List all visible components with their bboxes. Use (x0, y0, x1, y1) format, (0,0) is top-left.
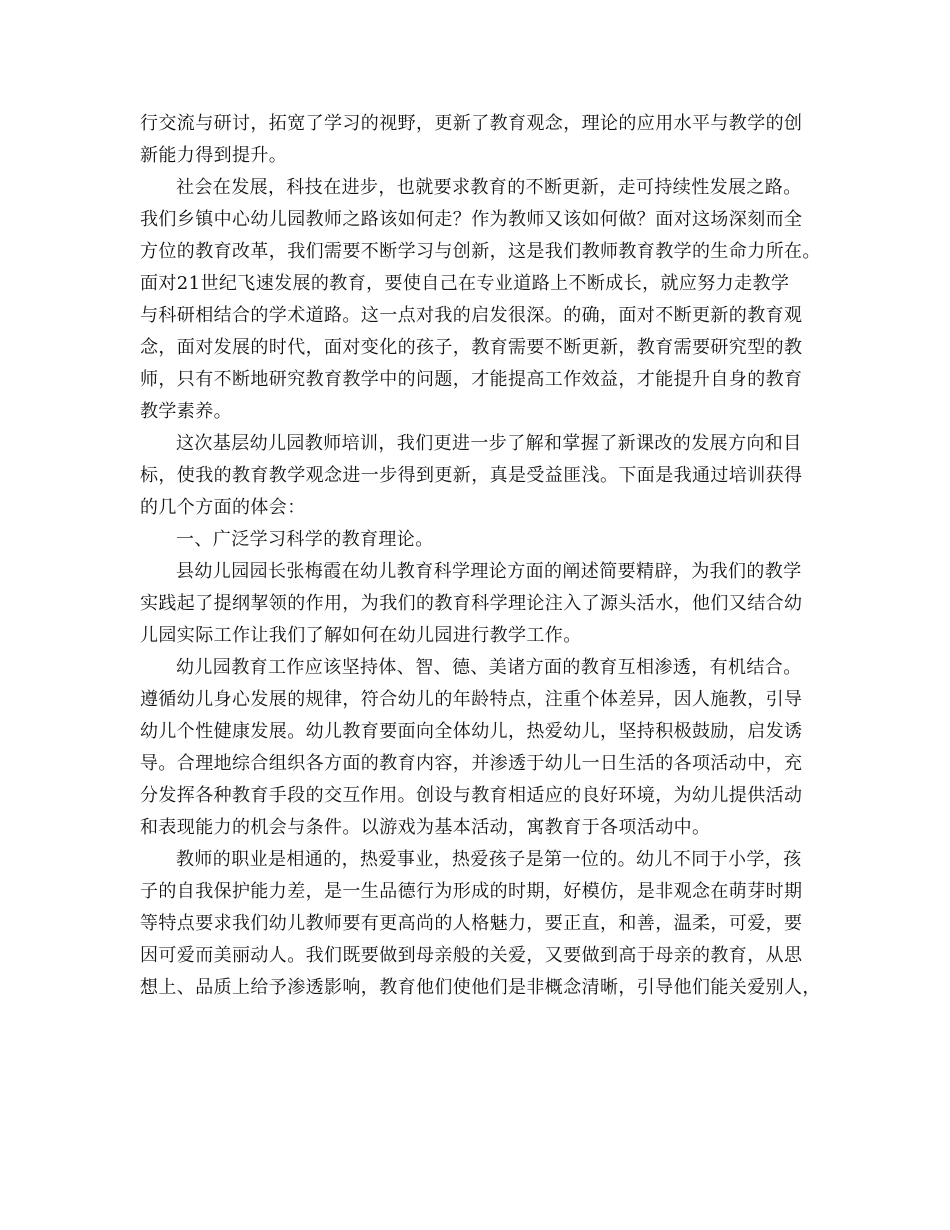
text-line: 实践起了提纲挈领的作用，为我们的教育科学理论注入了源头活水，他们又结合幼 (140, 593, 803, 614)
text-line: 等特点要求我们幼儿教师要有更高尚的人格魅力，要正直，和善，温柔，可爱，要 (140, 913, 803, 934)
text-line: 和表现能力的机会与条件。以游戏为基本活动，寓教育于各项活动中。 (140, 817, 711, 838)
text-line: 念，面对发展的时代，面对变化的孩子，教育需要不断更新，教育需要研究型的教 (140, 337, 803, 358)
text-line: 儿园实际工作让我们了解如何在幼儿园进行教学工作。 (140, 625, 582, 646)
text-line: 社会在发展，科技在进步，也就要求教育的不断更新，走可持续性发展之路。 (176, 177, 802, 198)
text-line: 师，只有不断地研究教育教学中的问题，才能提高工作效益，才能提升自身的教育 (140, 369, 803, 390)
text-line: 行交流与研讨，拓宽了学习的视野，更新了教育观念，理论的应用水平与教学的创 (140, 113, 803, 134)
text-line: 导。合理地综合组织各方面的教育内容，并渗透于幼儿一日生活的各项活动中，充 (140, 753, 803, 774)
text-line: 面对21世纪飞速发展的教育，要使自己在专业道路上不断成长，就应努力走教学 (140, 273, 790, 294)
text-line: 想上、品质上给予渗透影响，教育他们使他们是非概念清晰，引导他们能关爱别人， (140, 977, 821, 998)
text-line: 因可爱而美丽动人。我们既要做到母亲般的关爱，又要做到高于母亲的教育，从思 (140, 945, 803, 966)
text-line: 方位的教育改革，我们需要不断学习与创新，这是我们教师教育教学的生命力所在。 (140, 241, 821, 262)
text-line: 教师的职业是相通的，热爱事业，热爱孩子是第一位的。幼儿不同于小学，孩 (176, 849, 802, 870)
text-line: 幼儿园教育工作应该坚持体、智、德、美诸方面的教育互相渗透，有机结合。 (176, 657, 802, 678)
text-line: 分发挥各种教育手段的交互作用。创设与教育相适应的良好环境，为幼儿提供活动 (140, 785, 803, 806)
text-line: 教学素养。 (140, 401, 232, 422)
text-line: 标，使我的教育教学观念进一步得到更新，真是受益匪浅。下面是我通过培训获得 (140, 465, 803, 486)
text-line: 遵循幼儿身心发展的规律，符合幼儿的年龄特点，注重个体差异，因人施教，引导 (140, 689, 803, 710)
text-line: 县幼儿园园长张梅霞在幼儿教育科学理论方面的阐述简要精辟，为我们的教学 (176, 561, 802, 582)
text-line: 新能力得到提升。 (140, 145, 288, 166)
text-line: 与科研相结合的学术道路。这一点对我的启发很深。的确，面对不断更新的教育观 (140, 305, 803, 326)
text-line: 我们乡镇中心幼儿园教师之路该如何走？作为教师又该如何做？面对这场深刻而全 (140, 209, 803, 230)
text-line: 一、广泛学习科学的教育理论。 (176, 529, 434, 550)
text-line: 子的自我保护能力差，是一生品德行为形成的时期，好模仿，是非观念在萌芽时期 (140, 881, 803, 902)
text-line: 这次基层幼儿园教师培训，我们更进一步了解和掌握了新课改的发展方向和目 (176, 433, 802, 454)
document-body (140, 108, 821, 1004)
text-line: 的几个方面的体会： (140, 497, 306, 518)
text-line: 幼儿个性健康发展。幼儿教育要面向全体幼儿，热爱幼儿，坚持积极鼓励，启发诱 (140, 721, 803, 742)
